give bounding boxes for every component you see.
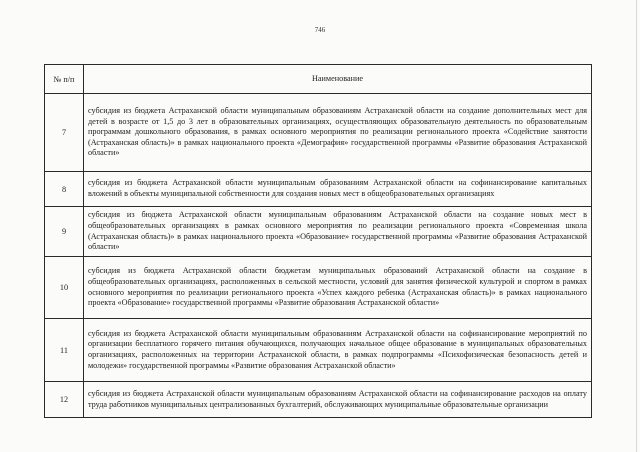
page-number: 746 (314, 26, 326, 34)
row-text: субсидия из бюджета Астраханской области муниципальным образованиям Астраханской области на создание новых мест в общеобразовательных организациях в рамках основного мероприятия по реализации регионального проекта «Современная школа (Астраханская область)» в рамках национального проекта «Образование» государственной программы «Развитие образования Астраханской области» (84, 207, 592, 257)
table-row (45, 172, 592, 207)
row-number: 7 (45, 94, 84, 172)
row-number: 12 (45, 382, 84, 418)
row-number: 10 (45, 257, 84, 319)
appropriations-table (44, 64, 592, 418)
row-text: субсидия из бюджета Астраханской области муниципальным образованиям Астраханской области на софинансирование капитальных вложений в объекты муниципальной собственности для создания новых мест в общеобразовательных организациях (84, 172, 592, 207)
row-text: субсидия из бюджета Астраханской области муниципальным образованиям Астраханской области на софинансирование расходов на оплату труда работников муниципальных централизованных бухгалтерий, обслуживающих муниципальные образовательные организации (84, 382, 592, 418)
scan-edge-line (636, 0, 637, 452)
table-row (45, 94, 592, 172)
header-number: № п/п (45, 65, 84, 94)
table-row (45, 207, 592, 257)
table-header-row (45, 65, 592, 94)
table-row (45, 319, 592, 382)
row-text: субсидия из бюджета Астраханской области муниципальным образованиям Астраханской области на софинансирование мероприятий по организации бесплатного горячего питания обучающихся, получающих начальное общее образование в муниципальных образовательных организациях, расположенных на территории Астраханской области, в рамках подпрограммы «Психофизическая безопасность детей и молодежи» государственной программы «Развитие образования Астраханской области» (84, 319, 592, 382)
table-row (45, 257, 592, 319)
row-number: 9 (45, 207, 84, 257)
row-text: субсидия из бюджета Астраханской области бюджетам муниципальных образований Астраханской области на создание в общеобразовательных организациях, расположенных в сельской местности, условий для занятия физической культурой и спортом в рамках основного мероприятия по реализации регионального проекта «Успех каждого ребенка (Астраханская область)» в рамках национального проекта «Образование» государственной программы «Развитие образования Астраханской области» (84, 257, 592, 319)
header-name: Наименование (84, 65, 592, 94)
row-text: субсидия из бюджета Астраханской области муниципальным образованиям Астраханской области на создание дополнительных мест для детей в возрасте от 1,5 до 3 лет в образовательных организациях, осуществляющих образовательную деятельность по образовательным программам дошкольного образования, в рамках основного мероприятия по реализации регионального проекта «Содействие занятости (Астраханская область)» в рамках национального проекта «Демография» государственной программы «Развитие образования Астраханской области» (84, 94, 592, 172)
table-row (45, 382, 592, 418)
row-number: 11 (45, 319, 84, 382)
row-number: 8 (45, 172, 84, 207)
